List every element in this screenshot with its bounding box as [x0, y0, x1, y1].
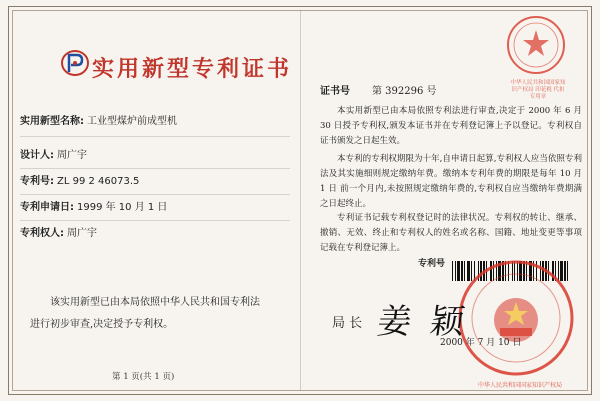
utility-model-name-label: 实用新型名称: [20, 116, 84, 127]
issue-date: 2000 年 7 月 10 日 [440, 338, 522, 348]
patent-office-logo-icon [60, 48, 90, 78]
patent-number-label: 专利号: [20, 176, 54, 187]
director-label: 局 长 [332, 316, 363, 331]
patentee-value: 周广宇 [67, 228, 97, 239]
designer-label: 设计人: [20, 150, 54, 161]
state-ip-office-seal-icon [456, 258, 576, 378]
grant-statement-line-2: 进行初步审查,决定授予专利权。 [30, 319, 174, 330]
certificate-number-value: 第 392296 号 [372, 86, 437, 97]
filing-date-row [20, 198, 167, 213]
filing-date-label: 专利申请日: [20, 202, 74, 213]
utility-model-name-value: 工业型煤炉前成型机 [87, 116, 177, 127]
divider [20, 168, 290, 169]
designer-row [20, 146, 87, 161]
divider [20, 194, 290, 195]
designer-value: 周广宇 [57, 150, 87, 161]
grant-paragraph: 本实用新型已由本局依照专利法进行审查,决定于 2000 年 6 月 30 日授予专利权,颁发本证书并在专利登记簿上予以登记。专利权自证书颁发之日起生效。 [320, 106, 582, 146]
page-number: 第 1 页(共 1 页) [112, 372, 175, 382]
legal-status-paragraph: 专利证书记载专利权登记时的法律状况。专利权的转让、继承、撤销、无效、终止和专利权人的姓名或名称、国籍、地址变更等事项记载在专利登记簿上。 [320, 213, 582, 253]
term-paragraph: 本专利的专利权期限为十年,自申请日起算,专利权人应当依照专利法及其实施细则规定缴纳年费。缴纳本专利年费的期限是每年 10 月 1 日 前一个月内,未按照规定缴纳年费的,专利权自应当缴纳年费期满之日起终止。 [320, 154, 582, 209]
director-signature: 姜 颖 [374, 302, 472, 342]
filing-date-value: 1999 年 10 月 1 日 [77, 202, 168, 213]
certificate-title: 实用新型专利证书 [92, 57, 293, 82]
patent-number-row [20, 172, 139, 187]
grant-statement-line-1: 该实用新型已由本局依照中华人民共和国专利法 [50, 297, 260, 308]
grant-statement [30, 292, 292, 336]
tax-stamp-seal-text: 中华人民共和国国家知识产权局 印花税 代扣专用章 [510, 80, 566, 100]
patentee-row [20, 224, 97, 239]
patent-number-caption: 专利号 [418, 259, 446, 269]
divider [20, 136, 290, 137]
certificate-number-label: 证书号 [320, 86, 350, 97]
tax-stamp-seal-icon [505, 14, 567, 76]
center-fold [300, 10, 301, 391]
patent-number-value: ZL 99 2 46073.5 [57, 176, 140, 187]
utility-model-name-row [20, 112, 177, 127]
divider [20, 220, 290, 221]
patentee-label: 专利权人: [20, 228, 64, 239]
barcode-bar [452, 261, 453, 281]
state-ip-office-seal-text: 中华人民共和国国家知识产权局 [477, 382, 562, 389]
